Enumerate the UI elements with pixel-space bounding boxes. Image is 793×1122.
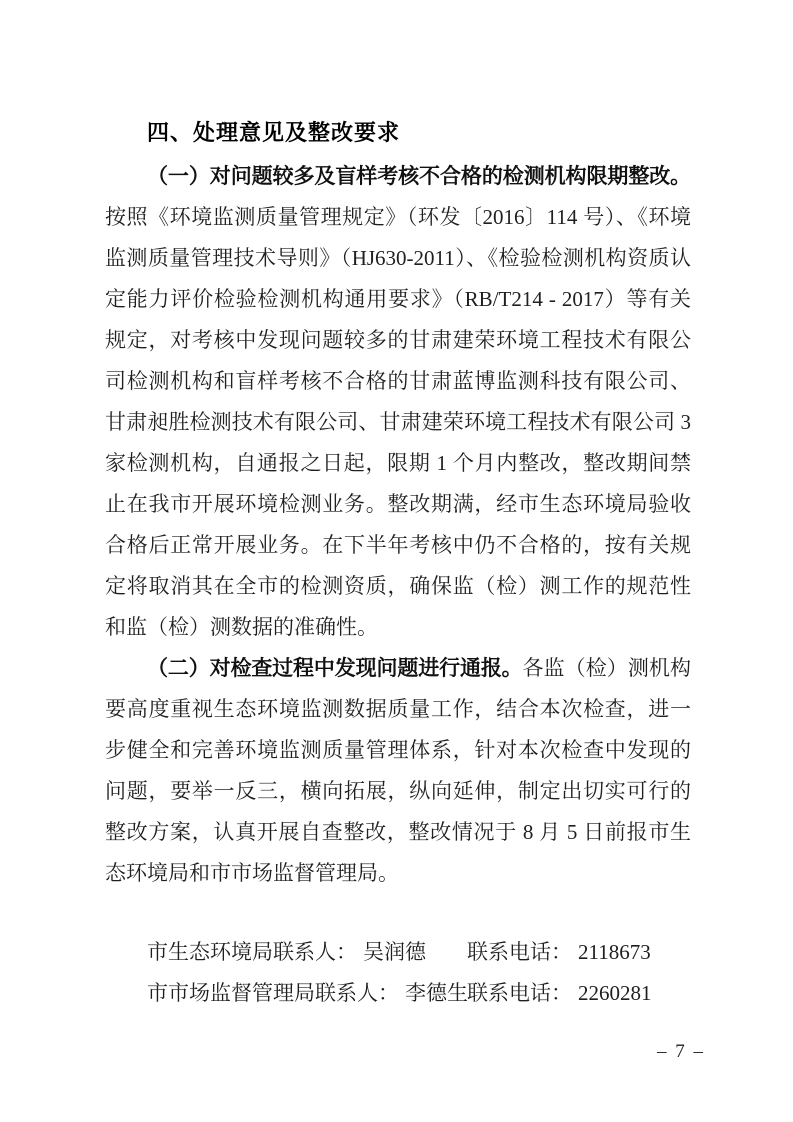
contact-label: 市市场监督管理局联系人： (147, 981, 399, 1005)
section-heading: 四、处理意见及整改要求 (147, 121, 401, 146)
contact-person (147, 973, 467, 1014)
contacts-block (105, 932, 691, 1014)
paragraph-2-lead: （二）对检查过程中发现问题进行通报。 (147, 656, 523, 680)
paragraph-1-lead: （一）对问题较多及盲样考核不合格的检测机构限期整改。 (147, 164, 691, 188)
contact-person (147, 932, 467, 973)
paragraph-1 (105, 156, 691, 648)
contact-phone-number: 2118673 (578, 940, 651, 964)
contact-row-ecology-bureau (105, 932, 691, 973)
contact-name: 李德生 (405, 981, 468, 1005)
page-number: – 7 – (657, 1041, 705, 1062)
contact-label: 市生态环境局联系人： (147, 940, 357, 964)
contact-phone-label: 联系电话： (467, 940, 572, 964)
contact-phone-group (467, 932, 651, 973)
paragraph-1-body: 按照《环境监测质量管理规定》（环发〔2016〕114 号）、《环境监测质量管理技术导则》（HJ630-2011）、《检验检测机构资质认定能力评价检验检测机构通用要求》（RB/T214 - 2017）等有关规定，对考核中发现问题较多的甘肃建荣环境工程技术有限公司检测机构和盲样考核不合格的甘肃蓝博监测科技有限公司、甘肃昶胜检测技术有限公司、甘肃建荣环境工程技术有限公司 3 家检测机构，自通报之日起，限期 1 个月内整改，整改期间禁止在我市开展环境检测业务。整改期满，经市生态环境局验收合格后正常开展业务。在下半年考核中仍不合格的，按有关规定将取消其在全市的检测资质，确保监（检）测工作的规范性和监（检）测数据的准确性。 (105, 205, 691, 639)
document-content (105, 112, 691, 1014)
contact-phone-label: 联系电话： (467, 981, 572, 1005)
contact-phone-number: 2260281 (578, 981, 652, 1005)
contact-phone-group (467, 973, 652, 1014)
contact-name: 吴润德 (363, 940, 426, 964)
paragraph-2 (105, 648, 691, 894)
paragraph-2-body: 各监（检）测机构要高度重视生态环境监测数据质量工作，结合本次检查，进一步健全和完善环境监测质量管理体系，针对本次检查中发现的问题，要举一反三，横向拓展，纵向延伸，制定出切实可行的整改方案，认真开展自查整改，整改情况于 8 月 5 日前报市生态环境局和市市场监督管理局。 (105, 656, 691, 885)
contact-row-market-regulation-bureau (105, 973, 691, 1014)
